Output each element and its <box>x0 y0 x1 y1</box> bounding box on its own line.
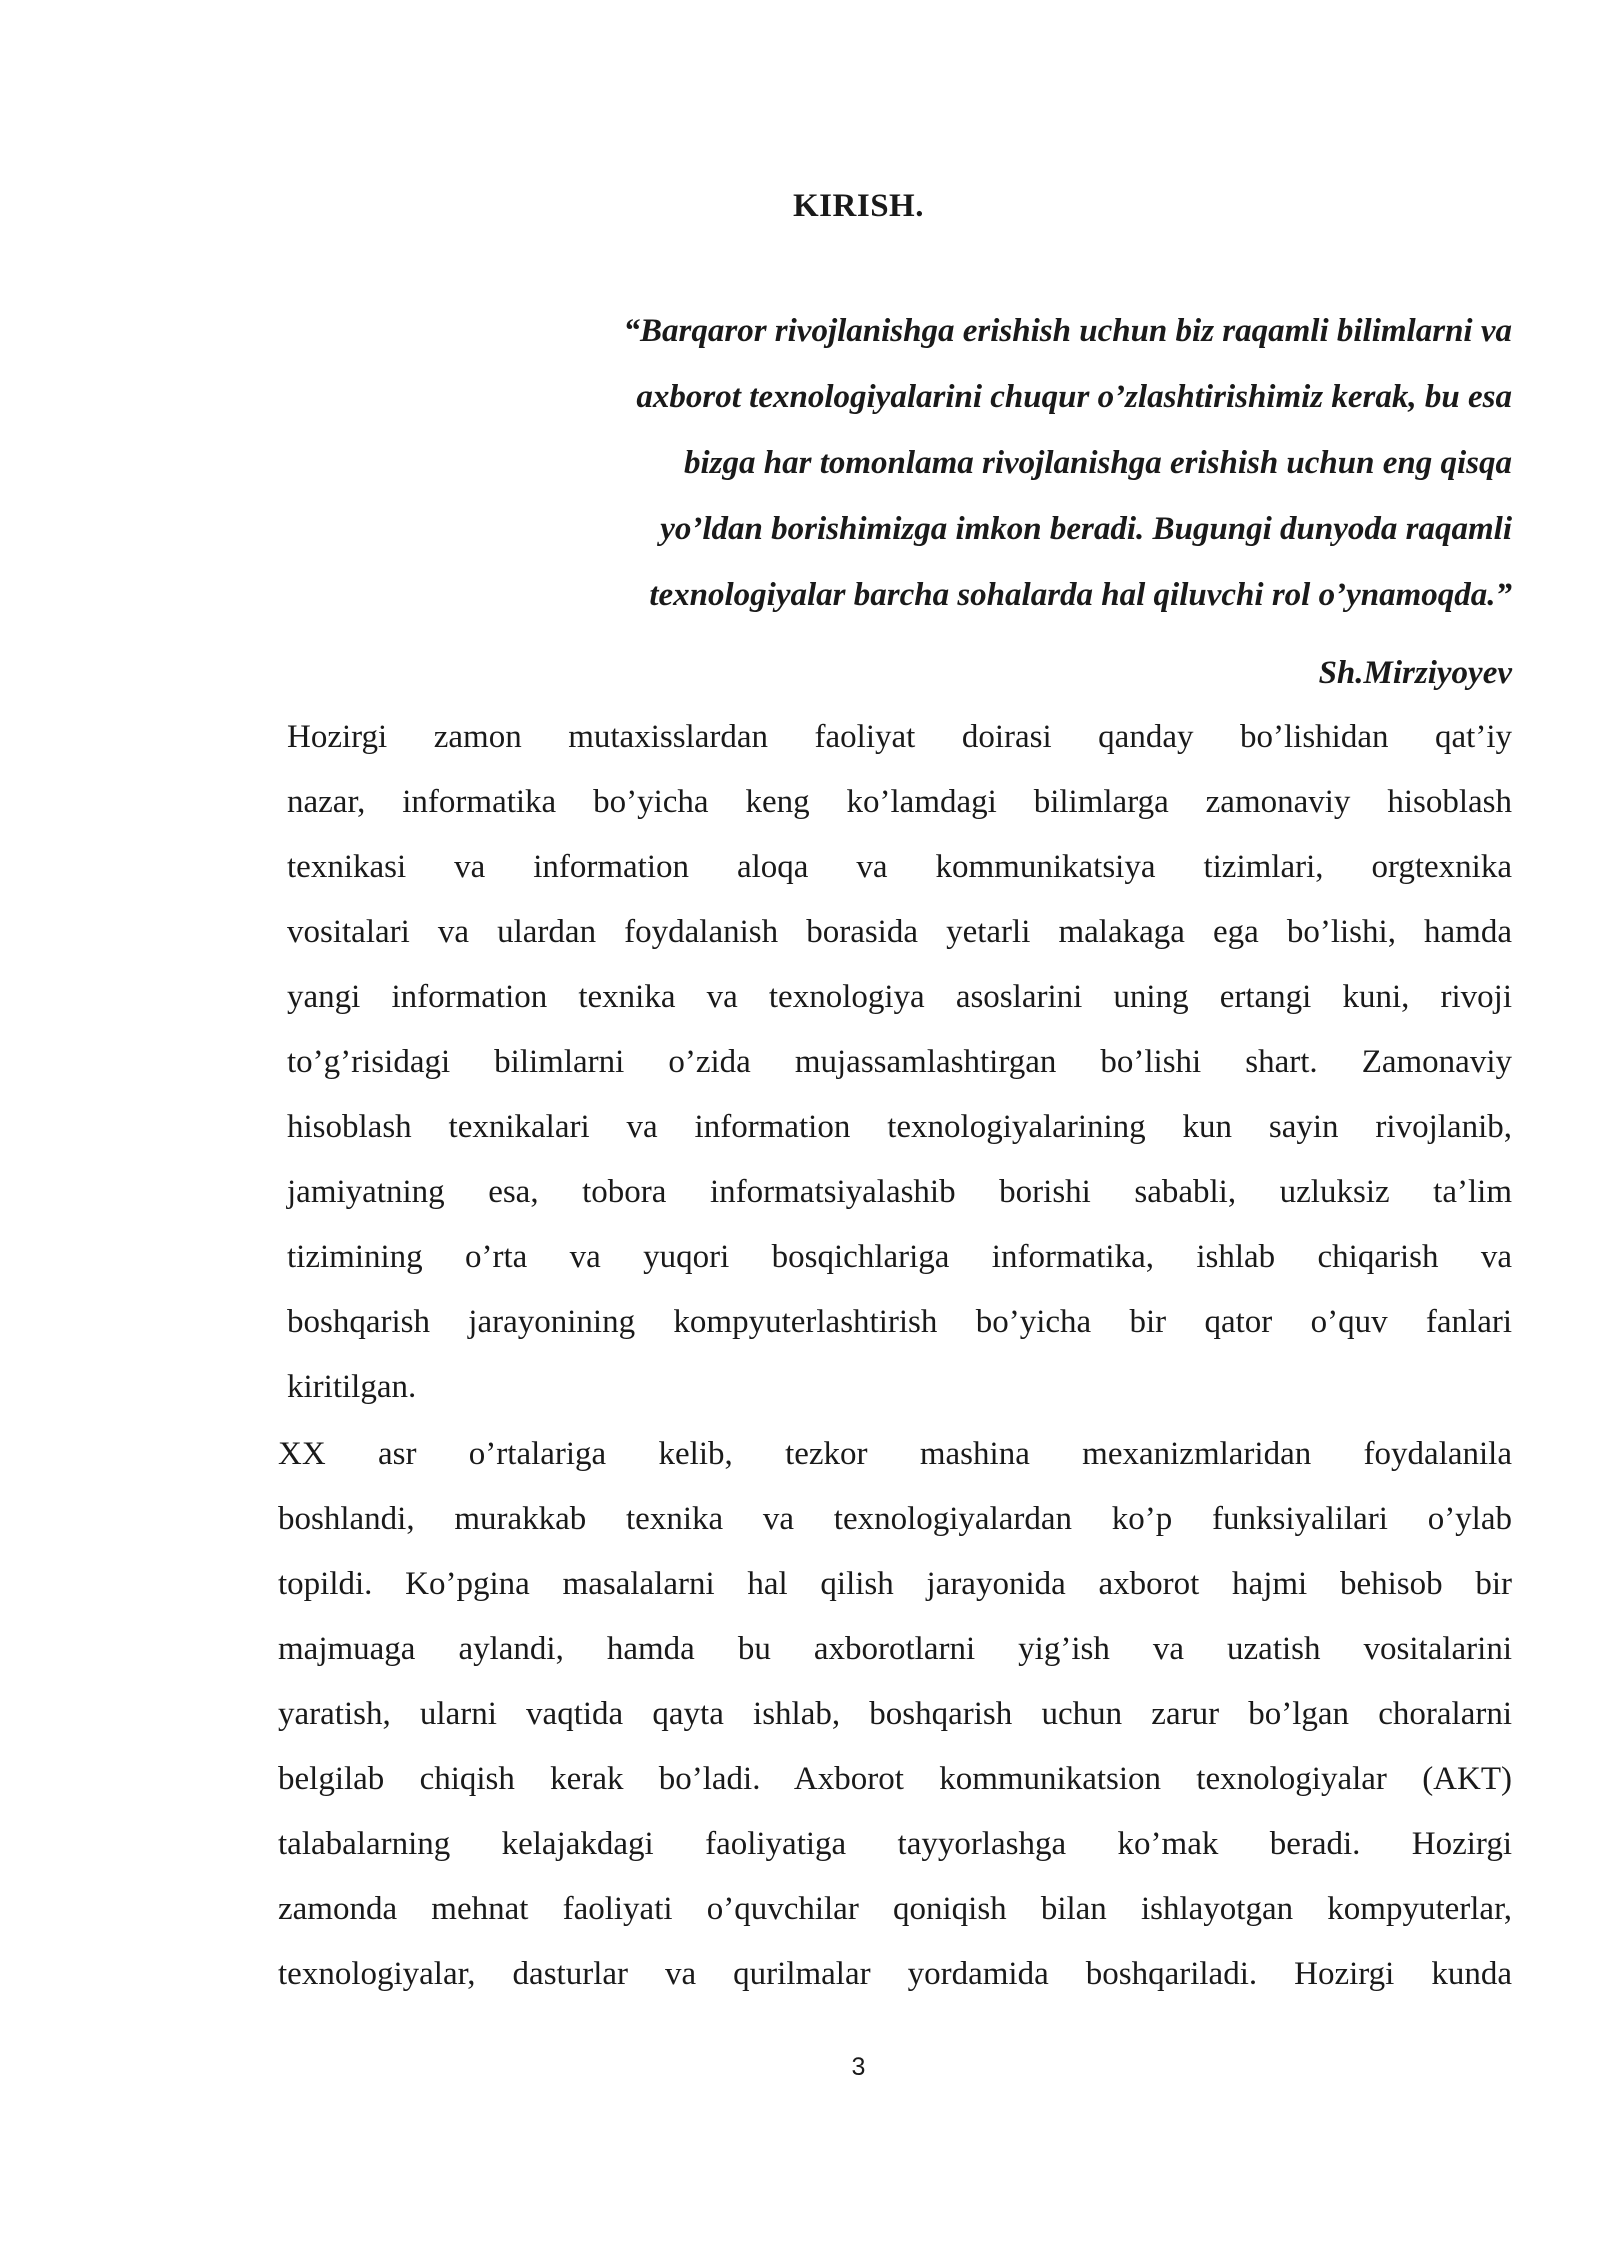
epigraph-line: “Barqaror rivojlanishga erishish uchun biz raqamli bilimlarni va <box>623 313 1512 349</box>
paragraph-line: XX asr o’rtalariga kelib, tezkor mashina mexanizmlaridan foydalanila <box>278 1436 1512 1472</box>
paragraph-line: vositalari va ulardan foydalanish borasida yetarli malakaga ega bo’lishi, hamda <box>287 914 1512 950</box>
paragraph-line: talabalarning kelajakdagi faoliyatiga tayyorlashga ko’mak beradi. Hozirgi <box>278 1826 1512 1862</box>
paragraph-line: belgilab chiqish kerak bo’ladi. Axborot kommunikatsion texnologiyalar (AKT) <box>278 1761 1512 1797</box>
paragraph-line: tizimining o’rta va yuqori bosqichlariga informatika, ishlab chiqarish va <box>287 1239 1512 1275</box>
paragraph-line: boshlandi, murakkab texnika va texnologiyalardan ko’p funksiyalilari o’ylab <box>278 1501 1512 1537</box>
paragraph-line: to’g’risidagi bilimlarni o’zida mujassamlashtirgan bo’lishi shart. Zamonaviy <box>287 1044 1512 1080</box>
paragraph-line: jamiyatning esa, tobora informatsiyalashib borishi sababli, uzluksiz ta’lim <box>287 1174 1512 1210</box>
epigraph-line: axborot texnologiyalarini chuqur o’zlashtirishimiz kerak, bu esa <box>636 379 1512 415</box>
epigraph-line: bizga har tomonlama rivojlanishga erishish uchun eng qisqa <box>684 445 1512 481</box>
paragraph-line: yaratish, ularni vaqtida qayta ishlab, boshqarish uchun zarur bo’lgan choralarni <box>278 1696 1512 1732</box>
epigraph-line: yo’ldan borishimizga imkon beradi. Bugungi dunyoda raqamli <box>660 511 1512 547</box>
paragraph-line: majmuaga aylandi, hamda bu axborotlarni yig’ish va uzatish vositalarini <box>278 1631 1512 1667</box>
paragraph-line: kiritilgan. <box>287 1369 417 1405</box>
paragraph-line: topildi. Ko’pgina masalalarni hal qilish jarayonida axborot hajmi behisob bir <box>278 1566 1512 1602</box>
paragraph-line: zamonda mehnat faoliyati o’quvchilar qoniqish bilan ishlayotgan kompyuterlar, <box>278 1891 1512 1927</box>
page-number: 3 <box>851 2053 866 2081</box>
paragraph-line: nazar, informatika bo’yicha keng ko’lamdagi bilimlarga zamonaviy hisoblash <box>287 784 1512 820</box>
epigraph-author: Sh.Mirziyoyev <box>1318 655 1512 691</box>
body-paragraph <box>278 1422 1512 2007</box>
paragraph-line: texnologiyalar, dasturlar va qurilmalar yordamida boshqariladi. Hozirgi kunda <box>278 1956 1512 1992</box>
body-paragraph <box>287 705 1512 1420</box>
epigraph-line: texnologiyalar barcha sohalarda hal qiluvchi rol o’ynamoqda.” <box>649 577 1512 613</box>
paragraph-line: hisoblash texnikalari va information texnologiyalarining kun sayin rivojlanib, <box>287 1109 1512 1145</box>
paragraph-line: Hozirgi zamon mutaxisslardan faoliyat doirasi qanday bo’lishidan qat’iy <box>287 719 1512 755</box>
paragraph-line: texnikasi va information aloqa va kommunikatsiya tizimlari, orgtexnika <box>287 849 1512 885</box>
paragraph-line: boshqarish jarayonining kompyuterlashtirish bo’yicha bir qator o’quv fanlari <box>287 1304 1512 1340</box>
paragraph-line: yangi information texnika va texnologiya asoslarini uning ertangi kuni, rivoji <box>287 979 1512 1015</box>
page-title: KIRISH. <box>793 188 924 224</box>
epigraph-quote <box>462 298 1512 628</box>
